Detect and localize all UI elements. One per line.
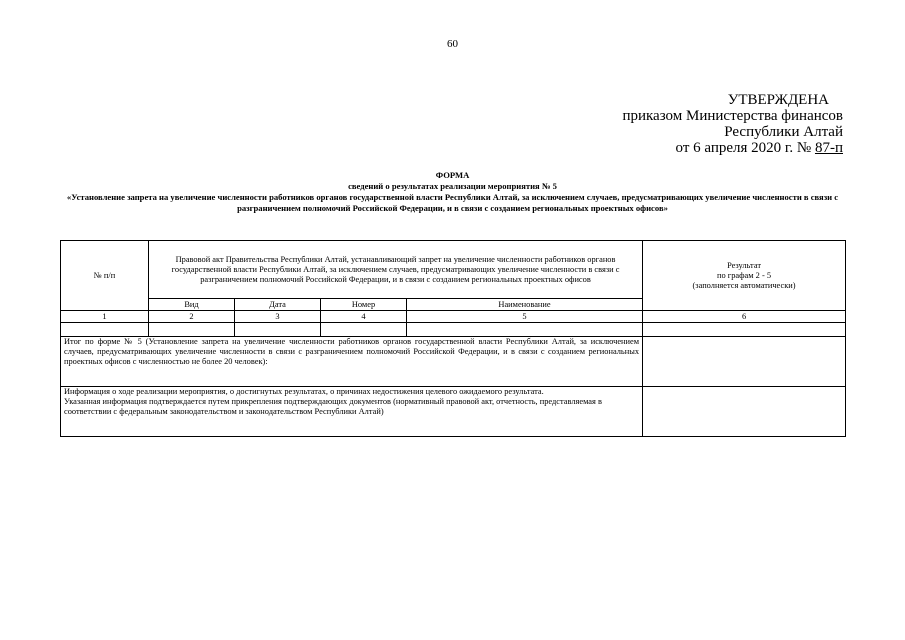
data-cell[interactable] [235, 323, 321, 337]
approval-title: УТВЕРЖДЕНА [727, 92, 829, 108]
approval-line-2: приказом Министерства финансов [622, 108, 843, 124]
subheader-name: Наименование [407, 299, 643, 311]
form-header [60, 170, 845, 214]
subheader-date: Дата [235, 299, 321, 311]
column-number-cell: 5 [407, 311, 643, 323]
info-text-1: Информация о ходе реализации мероприятия, о достигнутых результатах, о причинах недостижения целевого ожидаемого результата. [64, 387, 544, 396]
data-cell[interactable] [643, 323, 846, 337]
column-numbers-row [61, 311, 846, 323]
header-legal-act: Правовой акт Правительства Республики Алтай, устанавливающий запрет на увеличение численности работников органов государственной власти Республики Алтай, за исключением случаев, предусматривающих увеличение численности в связи с разграничением полномочий Российской Федерации, и в связи с созданием региональных проектных офисов [149, 241, 643, 299]
column-number-cell: 1 [61, 311, 149, 323]
data-cell[interactable] [407, 323, 643, 337]
info-row [61, 387, 846, 437]
form-subtitle: сведений о результатах реализации мероприятия № 5 [348, 181, 557, 191]
column-number-cell: 4 [321, 311, 407, 323]
form-title: ФОРМА [435, 170, 470, 180]
order-number: 87-п [814, 140, 843, 156]
subheader-kind: Вид [149, 299, 235, 311]
header-row [61, 241, 846, 299]
report-table [60, 240, 846, 437]
info-text-2: Указанная информация подтверждается путем прикрепления подтверждающих документов (нормативный правовой акт, отчетность, представляемая в соответствии с федеральным законодательством и законодательством Республики Алтай) [64, 397, 602, 416]
info-cell [61, 387, 643, 437]
approval-line-3: Республики Алтай [724, 124, 843, 140]
total-row [61, 337, 846, 387]
approval-date: от 6 апреля 2020 г. № [675, 140, 815, 156]
subheader-number: Номер [321, 299, 407, 311]
header-result-line1: Результат [727, 260, 761, 270]
data-cell[interactable] [321, 323, 407, 337]
approval-line-4 [622, 140, 843, 156]
column-number-cell: 2 [149, 311, 235, 323]
data-cell[interactable] [61, 323, 149, 337]
data-cell[interactable] [149, 323, 235, 337]
column-number-cell: 6 [643, 311, 846, 323]
header-result-line3: (заполняется автоматически) [692, 280, 796, 290]
empty-data-row [61, 323, 846, 337]
column-number-cell: 3 [235, 311, 321, 323]
info-result-cell[interactable] [643, 387, 846, 437]
page-number: 60 [447, 38, 458, 50]
approval-block [622, 92, 843, 156]
total-text: Итог по форме № 5 (Установление запрета на увеличение численности работников органов государственной власти Республики Алтай, за исключением случаев, предусматривающих увеличение численности в связи с разграничением полномочий Российской Федерации, и в связи с созданием региональных проектных офисов с численностью не более 20 человек): [61, 337, 643, 387]
total-result-cell[interactable] [643, 337, 846, 387]
form-name: «Установление запрета на увеличение численности работников органов государственной власти Республики Алтай, за исключением случаев, предусматривающих увеличение численности в связи с разграничением полномочий Российской Федерации, и в связи с созданием региональных проектных офисов» [66, 192, 839, 213]
header-result [643, 241, 846, 311]
header-num: № п/п [61, 241, 149, 311]
header-result-line2: по графам 2 - 5 [717, 270, 772, 280]
